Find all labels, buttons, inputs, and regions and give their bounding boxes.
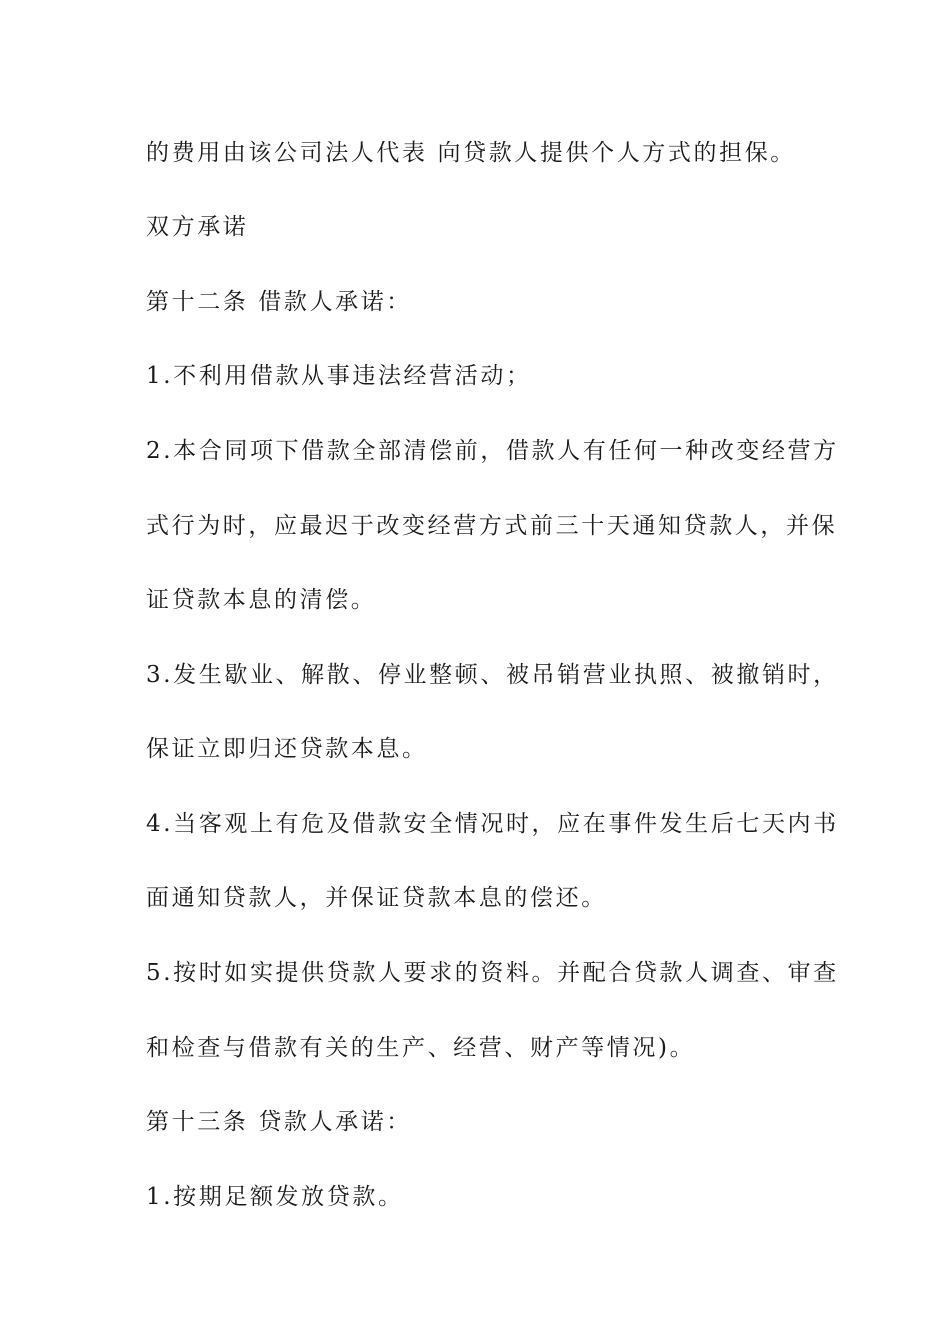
section-heading: 双方承诺 — [146, 214, 249, 240]
article-heading: 第十二条 借款人承诺： — [146, 289, 412, 315]
text-line: 式行为时，应最迟于改变经营方式前三十天通知贷款人，并保 — [146, 513, 838, 539]
text-line: 和检查与借款有关的生产、经营、财产等情况)。 — [146, 1035, 696, 1061]
text-line: 3.发生歇业、解散、停业整顿、被吊销营业执照、被撤销时， — [146, 662, 839, 688]
text-line: 保证立即归还贷款本息。 — [146, 736, 428, 762]
text-line: 的费用由该公司法人代表 向贷款人提供个人方式的担保。 — [146, 140, 796, 166]
text-line: 1.不利用借款从事违法经营活动； — [146, 363, 532, 389]
text-line: 2.本合同项下借款全部清偿前，借款人有任何一种改变经营方 — [146, 438, 839, 464]
text-line: 证贷款本息的清偿。 — [146, 587, 377, 613]
text-line: 4.当客观上有危及借款安全情况时，应在事件发生后七天内书 — [146, 811, 839, 837]
text-line: 5.按时如实提供贷款人要求的资料。并配合贷款人调查、审查 — [146, 960, 839, 986]
article-heading: 第十三条 贷款人承诺： — [146, 1109, 412, 1135]
text-line: 1.按期足额发放贷款。 — [146, 1184, 404, 1210]
text-line: 面通知贷款人，并保证贷款本息的偿还。 — [146, 885, 607, 911]
